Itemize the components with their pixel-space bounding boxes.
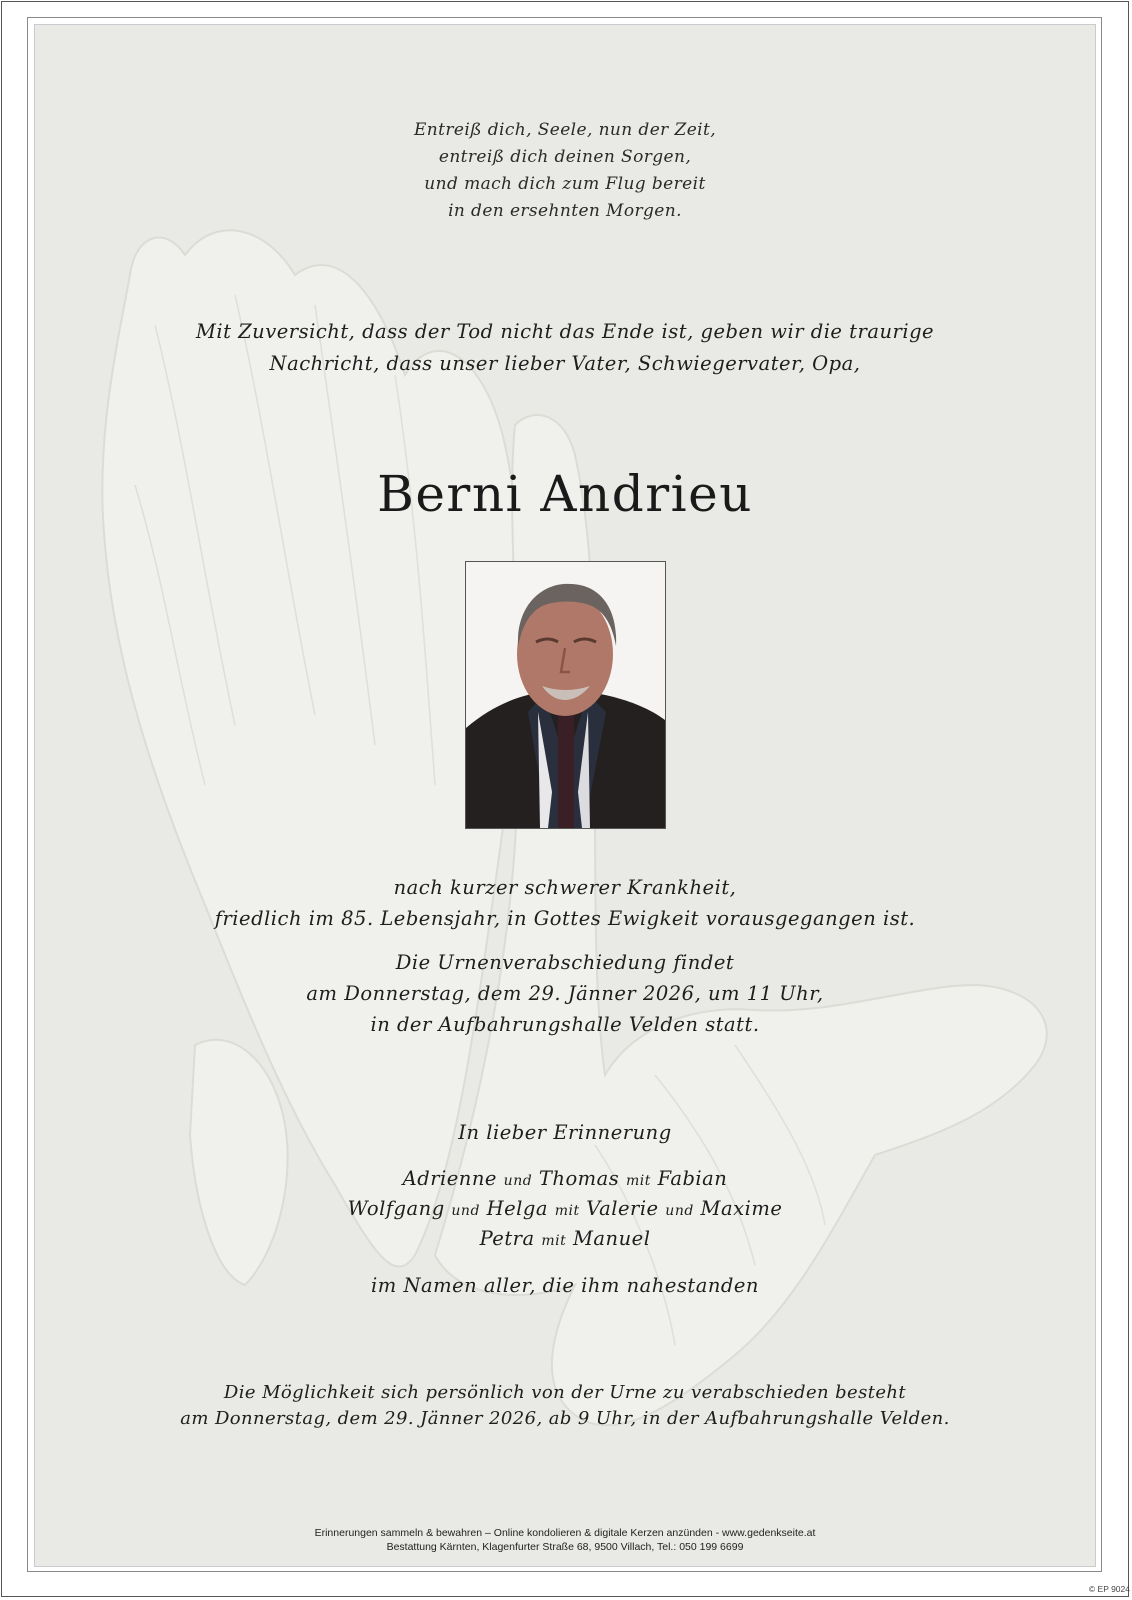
portrait-illustration <box>466 562 665 828</box>
closing-line: im Namen aller, die ihm nahestanden <box>371 1274 759 1297</box>
mourners-line-2 <box>34 1197 1096 1220</box>
verse-line-3: und mach dich zum Flug bereit <box>424 174 706 194</box>
verse-line-4: in den ersehnten Morgen. <box>448 201 682 221</box>
ceremony-line-1: Die Urnenverabschiedung findet <box>395 951 735 974</box>
mourner-fabian: Fabian <box>657 1167 728 1190</box>
deceased-name: Berni Andrieu <box>377 465 753 523</box>
conjunction: mit <box>541 1233 567 1249</box>
footer-line-2: Bestattung Kärnten, Klagenfurter Straße 68, 9500 Villach, Tel.: 050 199 6699 <box>386 1541 744 1553</box>
intro-line-2: Nachricht, dass unser lieber Vater, Schwiegervater, Opa, <box>269 352 861 375</box>
verse-line-2: entreiß dich deinen Sorgen, <box>438 147 692 167</box>
passing-line-1: nach kurzer schwerer Krankheit, <box>393 876 737 899</box>
viewing-note-line-2: am Donnerstag, dem 29. Jänner 2026, ab 9 Uhr, in der Aufbahrungshalle Velden. <box>180 1408 950 1429</box>
conjunction: mit <box>626 1173 651 1189</box>
intro-line-1: Mit Zuversicht, dass der Tod nicht das Ende ist, geben wir die traurige <box>195 320 935 343</box>
mourner-maxime: Maxime <box>700 1197 783 1220</box>
mourner-petra: Petra <box>479 1227 535 1250</box>
passing-line-2: friedlich im 85. Lebensjahr, in Gottes Ewigkeit vorausgegangen ist. <box>214 907 916 930</box>
verse-line-1: Entreiß dich, Seele, nun der Zeit, <box>413 120 717 140</box>
viewing-note-line-1: Die Möglichkeit sich persönlich von der Urne zu verabschieden besteht <box>223 1382 907 1403</box>
conjunction: und <box>665 1203 694 1219</box>
mourner-thomas: Thomas <box>538 1167 620 1190</box>
footer-line-1: Erinnerungen sammeln & bewahren – Online kondolieren & digitale Kerzen anzünden - www.gedenkseite.at <box>314 1527 816 1539</box>
mourners-line-1 <box>34 1167 1096 1190</box>
conjunction: und <box>451 1203 480 1219</box>
mourner-valerie: Valerie <box>586 1197 659 1220</box>
mourners-line-3 <box>34 1227 1096 1250</box>
ceremony-line-2: am Donnerstag, dem 29. Jänner 2026, um 11 Uhr, <box>306 982 824 1005</box>
mourner-adrienne: Adrienne <box>402 1167 497 1190</box>
conjunction: mit <box>554 1203 580 1219</box>
conjunction: und <box>503 1173 533 1189</box>
ceremony-line-3: in der Aufbahrungshalle Velden statt. <box>370 1013 760 1036</box>
mourner-helga: Helga <box>486 1197 548 1220</box>
portrait-photo <box>465 561 666 829</box>
mourner-wolfgang: Wolfgang <box>347 1197 445 1220</box>
copyright-code: © EP 9024 <box>1088 1584 1130 1594</box>
memory-heading: In lieber Erinnerung <box>458 1121 672 1144</box>
mourner-manuel: Manuel <box>572 1227 651 1250</box>
